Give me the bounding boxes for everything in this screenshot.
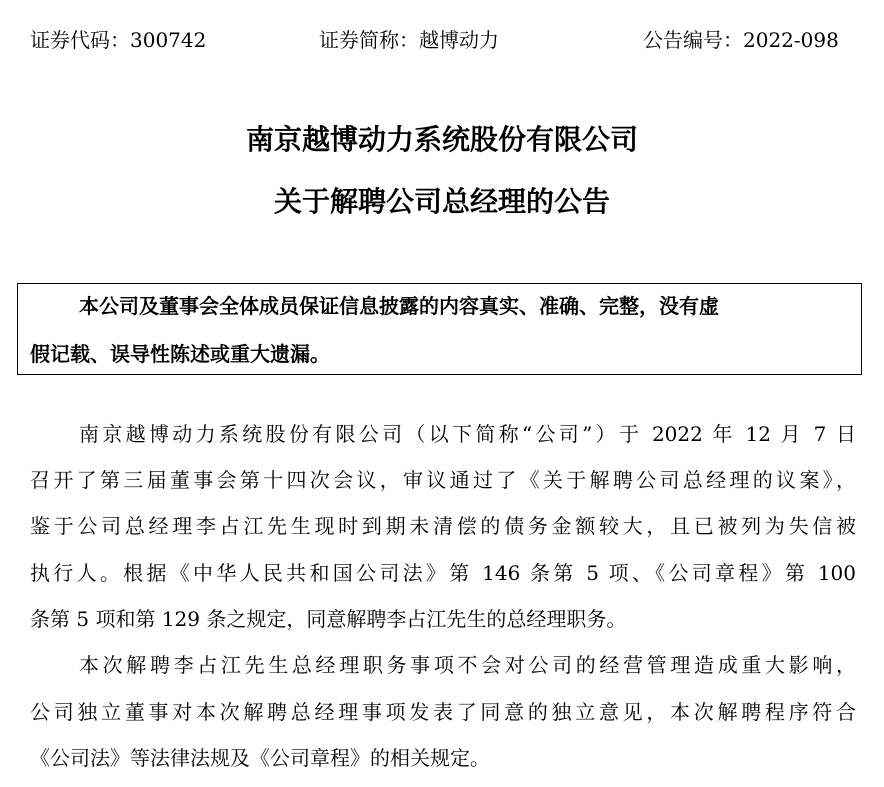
- announcement-subject: 关于解聘公司总经理的公告: [273, 185, 610, 218]
- announcement-number: 公告编号：2022-098: [643, 28, 839, 52]
- paragraph-line: 《公司法》等法律法规及《公司章程》的相关规定。: [30, 746, 490, 770]
- paragraph-line: 召开了第三届董事会第十四次会议，审议通过了《关于解聘公司总经理的议案》，: [30, 468, 856, 492]
- paragraph-line: 鉴于公司总经理李占江先生现时到期未清偿的债务金额较大，且已被列为失信被: [30, 514, 856, 538]
- notice-line-1: 本公司及董事会全体成员保证信息披露的内容真实、准确、完整，没有虚: [79, 294, 719, 318]
- stock-abbreviation: 证券简称：越博动力: [319, 28, 499, 52]
- company-title: 南京越博动力系统股份有限公司: [245, 123, 638, 156]
- paragraph-line: 执行人。根据《中华人民共和国公司法》第 146 条第 5 项、《公司章程》第 100: [30, 561, 856, 585]
- paragraph-line: 南京越博动力系统股份有限公司（以下简称“公司”）于 2022 年 12 月 7 日: [79, 422, 856, 446]
- stock-code: 证券代码：300742: [30, 28, 207, 52]
- paragraph-line: 本次解聘李占江先生总经理职务事项不会对公司的经营管理造成重大影响，: [79, 653, 856, 677]
- notice-line-2: 假记载、误导性陈述或重大遗漏。: [30, 342, 330, 366]
- paragraph-line: 公司独立董事对本次解聘总经理事项发表了同意的独立意见，本次解聘程序符合: [30, 700, 856, 724]
- paragraph-line: 条第 5 项和第 129 条之规定，同意解聘李占江先生的总经理职务。: [30, 607, 627, 631]
